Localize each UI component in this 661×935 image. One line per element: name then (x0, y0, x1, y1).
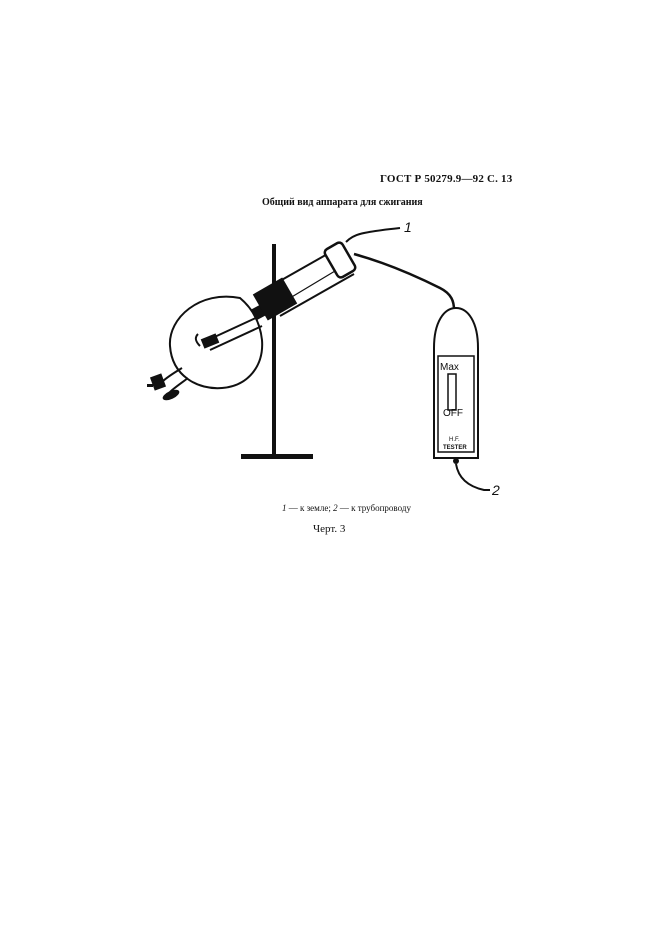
callout-2: 2 (492, 482, 500, 498)
legend-number-1: 1 (282, 503, 287, 513)
figure-legend (282, 503, 411, 513)
callout-1: 1 (404, 219, 412, 235)
tester-brand-bottom: TESTER (443, 445, 467, 451)
figure-label: Черт. 3 (313, 523, 346, 535)
cylinder-cap (323, 241, 356, 279)
figure-title: Общий вид аппарата для сжигания (262, 197, 423, 208)
combustion-apparatus-drawing (140, 218, 520, 508)
legend-text-1: — к земле; (286, 503, 334, 513)
page-header: ГОСТ Р 50279.9—92 С. 13 (380, 173, 513, 185)
stand-base (241, 454, 313, 459)
tester-max-label: Max (440, 362, 459, 373)
lab-stand (241, 244, 313, 459)
stand-rod (272, 244, 276, 456)
tester-brand-top: H.F. (449, 437, 460, 443)
tester-cable (354, 254, 454, 310)
ground-wire (346, 228, 400, 242)
legend-text-2: — к трубопроводу (337, 503, 411, 513)
tester-off-label: OFF (443, 408, 463, 419)
legend-number-2: 2 (333, 503, 338, 513)
pipeline-wire (456, 464, 490, 490)
flask-neck (162, 368, 182, 382)
